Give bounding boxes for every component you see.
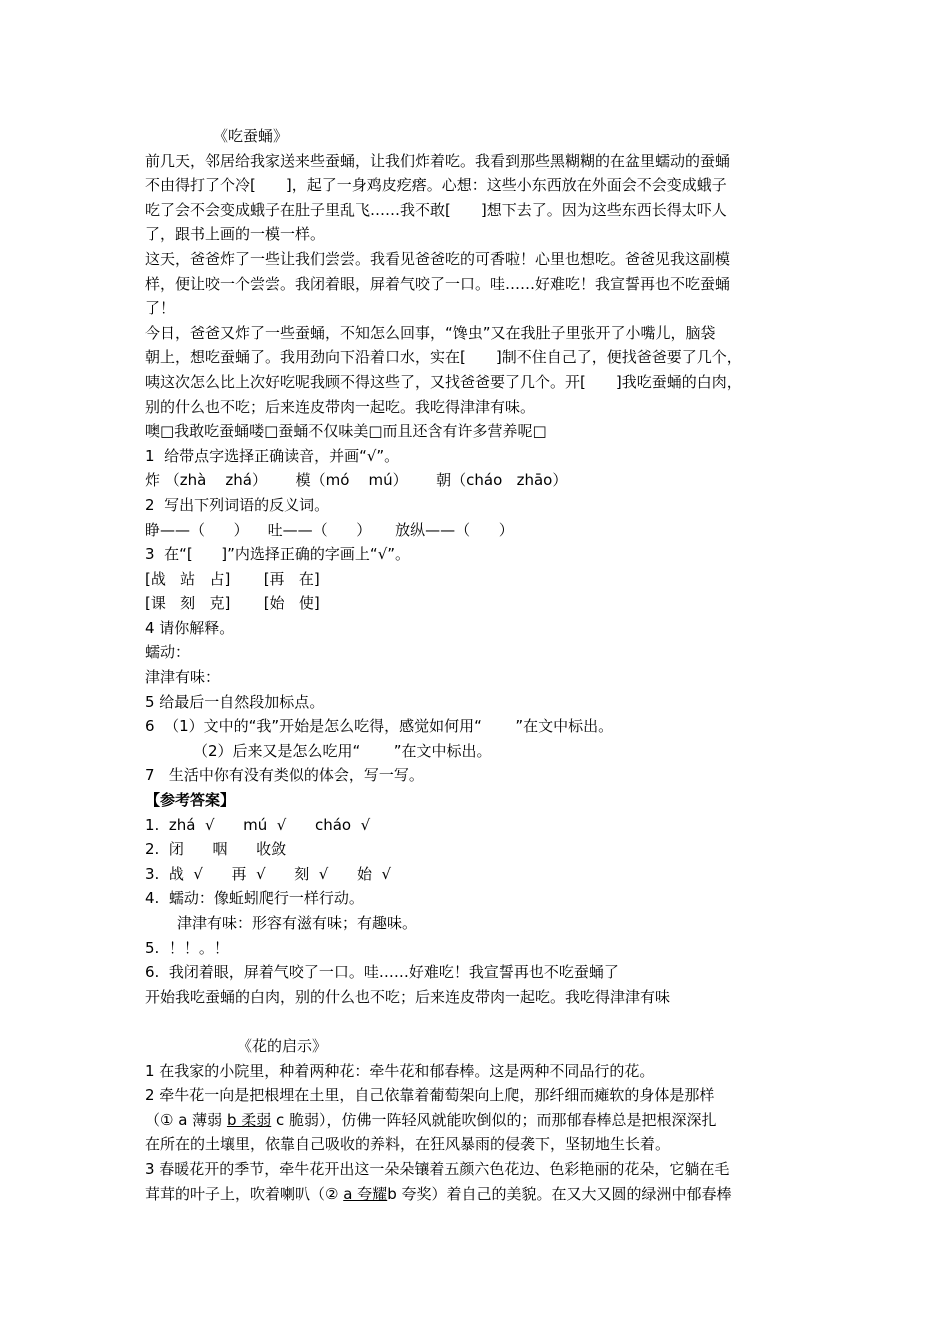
choice-1-prefix: （① a 薄弱 <box>145 1110 227 1129</box>
passage2-p2-line-2 <box>145 1108 815 1133</box>
question-6-2: （2）后来又是怎么吃用“ ”在文中标出。 <box>193 741 492 760</box>
passage1-line-5: 这天，爸爸炸了一些让我们尝尝。我看见爸爸吃的可香啦！心里也想吃。爸爸见我这副模 <box>145 249 731 268</box>
question-3: 3 在“[ ]”内选择正确的字画上“√”。 <box>145 545 411 564</box>
answer-3: 3. 战 √ 再 √ 刻 √ 始 √ <box>145 864 392 883</box>
passage2-p2-line-3: 在所在的土壤里，依靠自己吸收的养料，在狂风暴雨的侵袭下，坚韧地生长着。 <box>145 1135 671 1154</box>
question-1: 1 给带点字选择正确读音，并画“√”。 <box>145 446 400 465</box>
answer-2: 2. 闭 咽 收敛 <box>145 840 287 859</box>
choice-2-option-a: a 夸耀 <box>343 1184 388 1203</box>
passage1-line-11: 别的什么也不吃；后来连皮带肉一起吃。我吃得津津有味。 <box>145 397 536 416</box>
passage1-line-3: 吃了会不会变成蛾子在肚子里乱飞……我不敢[ ]想下去了。因为这些东西长得太吓人 <box>145 200 727 219</box>
answer-1: 1. zhá √ mú √ cháo √ <box>145 815 371 834</box>
document-content <box>145 124 815 1206</box>
question-7: 7 生活中你有没有类似的体会，写一写。 <box>145 766 424 785</box>
answers-heading: 【参考答案】 <box>145 791 236 810</box>
passage1-line-10: 咦这次怎么比上次好吃呢我顾不得这些了，又找爸爸要了几个。开[ ]我吃蚕蛹的白肉， <box>145 372 742 391</box>
passage1-line-2: 不由得打了个冷[ ]，起了一身鸡皮疙瘩。心想：这些小东西放在外面会不会变成蛾子 <box>145 176 727 195</box>
choice-1-option-b: b 柔弱 <box>226 1110 272 1129</box>
passage1-line-6: 样，便让咬一个尝尝。我闭着眼，屏着气咬了一口。哇……好难吃！我宣誓再也不吃蚕蛹 <box>145 274 731 293</box>
question-2-items: 睁——（ ） 吐——（ ） 放纵——（ ） <box>145 520 514 539</box>
passage1-title: 《吃蚕蛹》 <box>213 127 289 145</box>
passage2-p2-line-1: 2 牵牛花一向是把根埋在土里，自己依靠着葡萄架向上爬，那纤细而瘫软的身体是那样 <box>145 1086 715 1105</box>
question-4-b: 津津有味： <box>145 668 221 687</box>
question-3-row-1: [战 站 占] [再 在] <box>145 569 320 588</box>
passage1-line-4: 了，跟书上画的一模一样。 <box>145 225 326 244</box>
passage2-p1: 1 在我家的小院里，种着两种花：牵牛花和郁春棒。这是两种不同品行的花。 <box>145 1061 655 1080</box>
passage1-line-12: 噢□我敢吃蚕蛹喽□蚕蛹不仅味美□而且还含有许多营养呢□ <box>145 422 547 441</box>
question-2: 2 写出下列词语的反义词。 <box>145 495 330 514</box>
question-4-a: 蠕动： <box>145 643 191 662</box>
passage1-line-7: 了！ <box>145 299 176 318</box>
answer-4-1: 4. 蠕动：像蚯蚓爬行一样行动。 <box>145 889 364 908</box>
question-4: 4 请你解释。 <box>145 618 235 637</box>
question-1-options: 炸 （zhà zhá） 模（mó mú） 朝（cháo zhāo） <box>145 471 568 490</box>
passage2-p3-line-1: 3 春暖花开的季节，牵牛花开出这一朵朵镶着五颜六色花边、色彩艳丽的花朵，它躺在毛 <box>145 1159 730 1178</box>
question-6-1: 6 （1）文中的“我”开始是怎么吃得，感觉如何用“ ”在文中标出。 <box>145 717 614 736</box>
answer-4-2: 津津有味：形容有滋有味；有趣味。 <box>177 914 418 932</box>
passage2-title: 《花的启示》 <box>237 1036 328 1055</box>
passage2-p3-line-2 <box>145 1182 815 1207</box>
passage1-line-9: 朝上，想吃蚕蛹了。我用劲向下沿着口水，实在[ ]制不住自己了，便找爸爸要了几个， <box>145 348 742 367</box>
choice-2-suffix: ）着自己的美貌。在又大又圆的绿洲中郁春棒 <box>431 1184 732 1203</box>
choice-2-prefix: 茸茸的叶子上，吹着喇叭（② <box>145 1184 344 1203</box>
choice-1-option-c: c 脆弱） <box>276 1110 327 1129</box>
answer-6-2: 开始我吃蚕蛹的白肉，别的什么也不吃；后来连皮带肉一起吃。我吃得津津有味 <box>145 987 671 1006</box>
question-3-row-2: [课 刻 克] [始 使] <box>145 594 320 613</box>
blank-line <box>145 1009 815 1034</box>
choice-2-option-b: b 夸奖 <box>387 1184 432 1203</box>
passage1-line-1: 前几天，邻居给我家送来些蚕蛹，让我们炸着吃。我看到那些黑糊糊的在盆里蠕动的蚕蛹 <box>145 151 731 170</box>
answer-5: 5. ！！。！ <box>145 938 229 957</box>
question-5: 5 给最后一自然段加标点。 <box>145 692 325 711</box>
choice-1-suffix: ，仿佛一阵轻风就能吹倒似的；而那郁春棒总是把根深深扎 <box>326 1110 717 1129</box>
passage1-line-8: 今日，爸爸又炸了一些蚕蛹，不知怎么回事，“馋虫”又在我肚子里张开了小嘴儿，脑袋 <box>145 323 716 342</box>
answer-6-1: 6. 我闭着眼，屏着气咬了一口。哇……好难吃！我宣誓再也不吃蚕蛹了 <box>145 963 619 982</box>
